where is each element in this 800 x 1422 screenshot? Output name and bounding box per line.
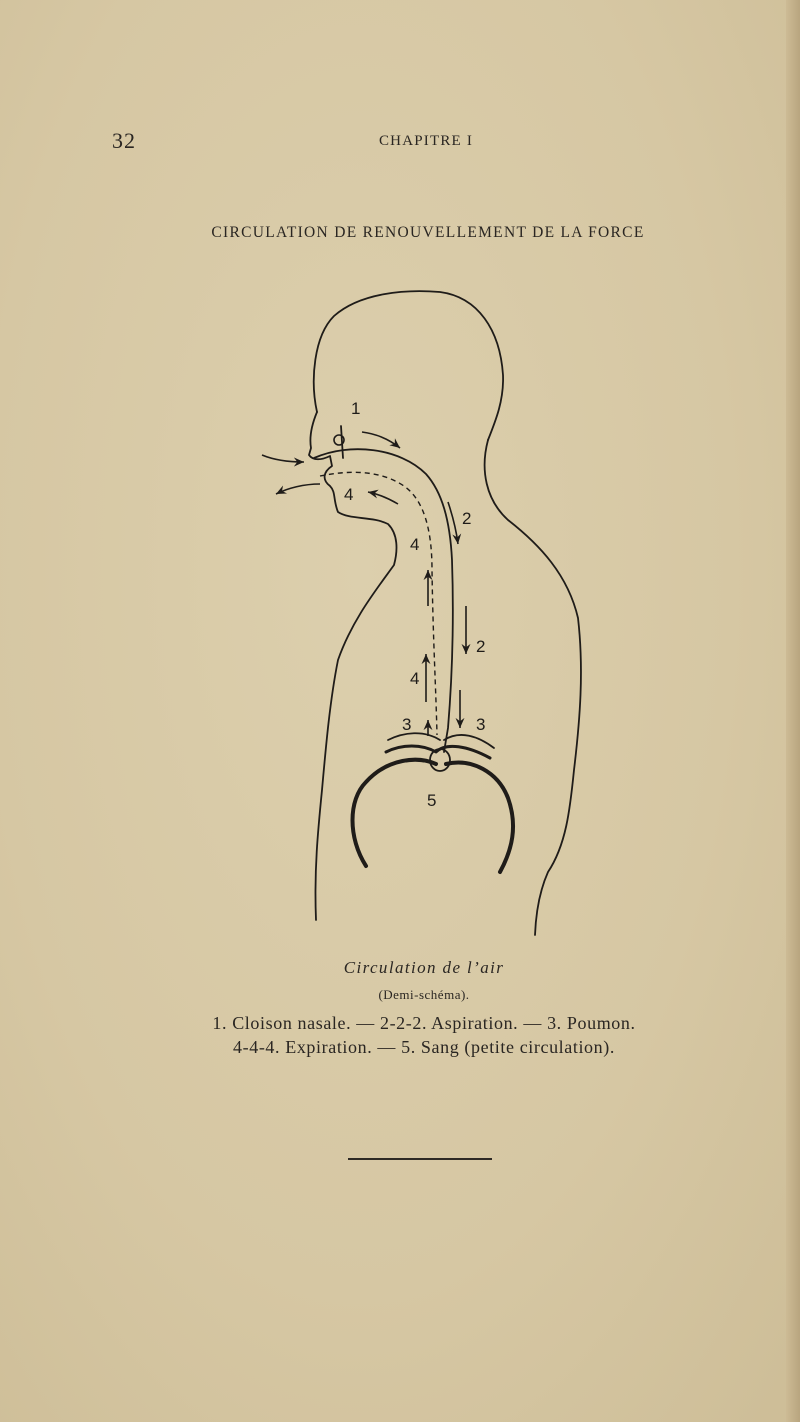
label-5: 5: [427, 791, 437, 810]
lung-node: [430, 749, 450, 771]
label-3-left: 3: [402, 715, 412, 734]
figure-legend-line-2: 4-4-4. Expiration. — 5. Sang (petite circulation).: [233, 1037, 615, 1057]
running-head: CHAPITRE I: [378, 133, 474, 149]
lung-mass: [386, 746, 490, 758]
label-1: 1: [351, 399, 361, 418]
figure-caption-subtitle: (Demi-schéma).: [378, 987, 470, 1002]
inhale-arrow-nose: [262, 455, 304, 462]
head-outline: [314, 291, 503, 440]
figure-legend-line-1: 1. Cloison nasale. — 2-2-2. Aspiration. — 3. Poumon.: [212, 1013, 636, 1033]
exhale-arrow-mouth: [276, 484, 320, 494]
lung-arc-left: [388, 733, 440, 740]
label-2-mid: 2: [476, 637, 486, 656]
label-4-mouth: 4: [344, 485, 354, 504]
label-4-throat: 4: [410, 535, 420, 554]
figure-caption-title: Circulation de l’air: [343, 958, 505, 977]
blood-arc: [353, 760, 514, 872]
arrow-4-back: [368, 492, 398, 504]
label-2-upper: 2: [462, 509, 472, 528]
page-number: 32: [112, 128, 136, 153]
arrow-1-airflow: [362, 432, 400, 448]
label-4-lower: 4: [410, 669, 420, 688]
label-3-right: 3: [476, 715, 486, 734]
end-rule: [348, 1158, 492, 1160]
section-title: CIRCULATION DE RENOUVELLEMENT DE LA FORCE: [211, 224, 645, 241]
back-outline: [485, 440, 581, 935]
